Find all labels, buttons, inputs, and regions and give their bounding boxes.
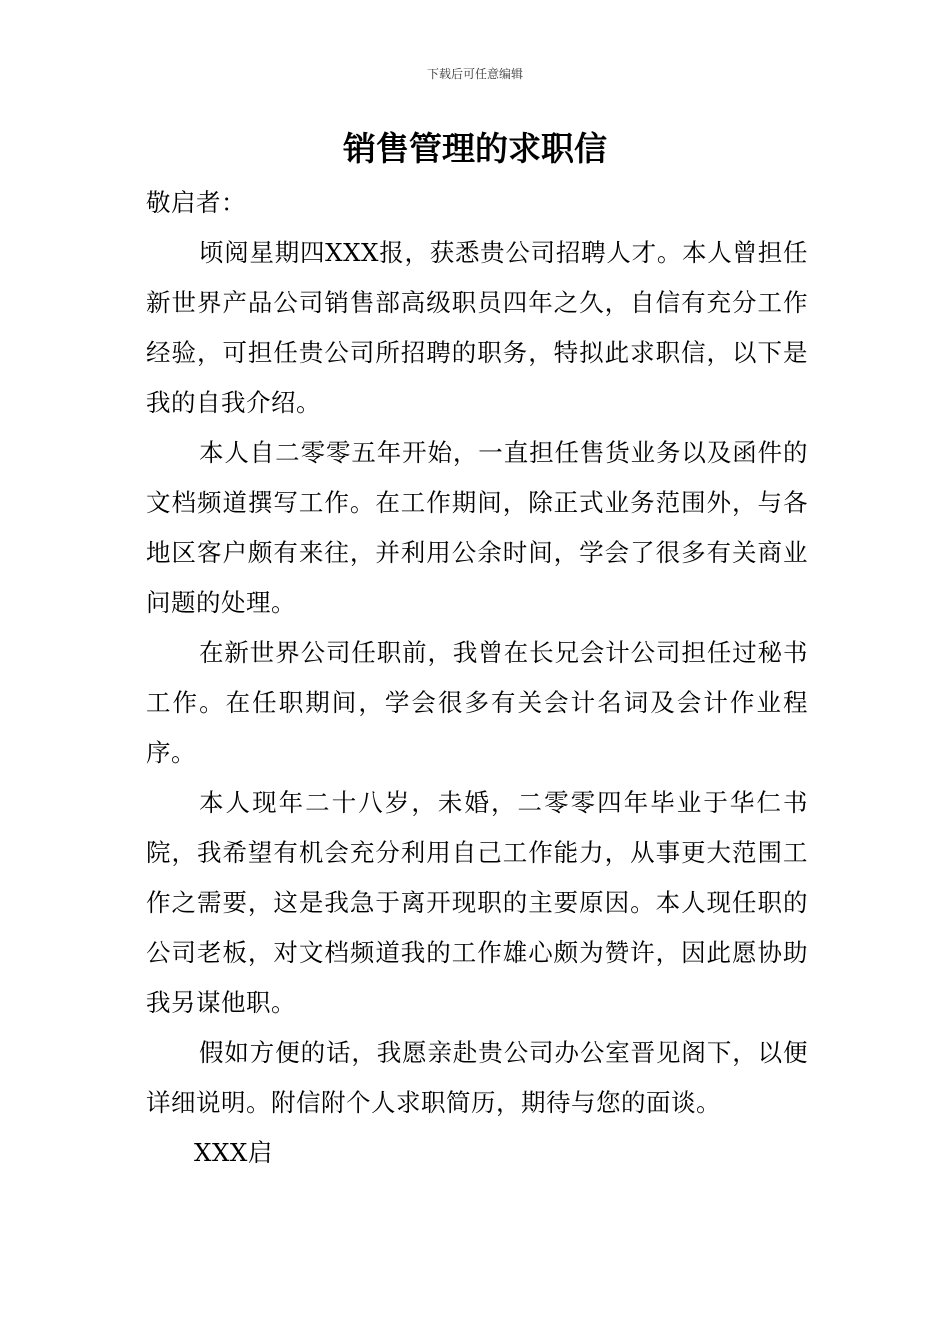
page-title: 销售管理的求职信 <box>343 129 607 168</box>
paragraph-4: 本人现年二十八岁，未婚，二零零四年毕业于华仁书院，我希望有机会充分利用自己工作能力，从事更大范围工作之需要，这是我急于离开现职的主要原因。本人现任职的公司老板，对文档频道我的工作雄心颇为赞许，因此愿协助我另谋他职。 <box>146 788 808 1017</box>
header-note: 下载后可任意编辑 <box>426 67 523 81</box>
letter-body <box>146 178 808 1178</box>
signature: XXX启 <box>194 1138 273 1167</box>
paragraph-5: 假如方便的话，我愿亲赴贵公司办公室晋见阁下，以便详细说明。附信附个人求职简历，期待与您的面谈。 <box>146 1038 808 1117</box>
paragraph-1: 顷阅星期四XXX报，获悉贵公司招聘人才。本人曾担任新世界产品公司销售部高级职员四年之久，自信有充分工作经验，可担任贵公司所招聘的职务，特拟此求职信，以下是我的自我介绍。 <box>146 238 808 417</box>
paragraph-2: 本人自二零零五年开始，一直担任售货业务以及函件的文档频道撰写工作。在工作期间，除正式业务范围外，与各地区客户颇有来往，并利用公余时间，学会了很多有关商业问题的处理。 <box>146 438 808 617</box>
paragraph-3: 在新世界公司任职前，我曾在长兄会计公司担任过秘书工作。在任职期间，学会很多有关会计名词及会计作业程序。 <box>146 638 808 767</box>
salutation: 敬启者： <box>146 188 246 217</box>
